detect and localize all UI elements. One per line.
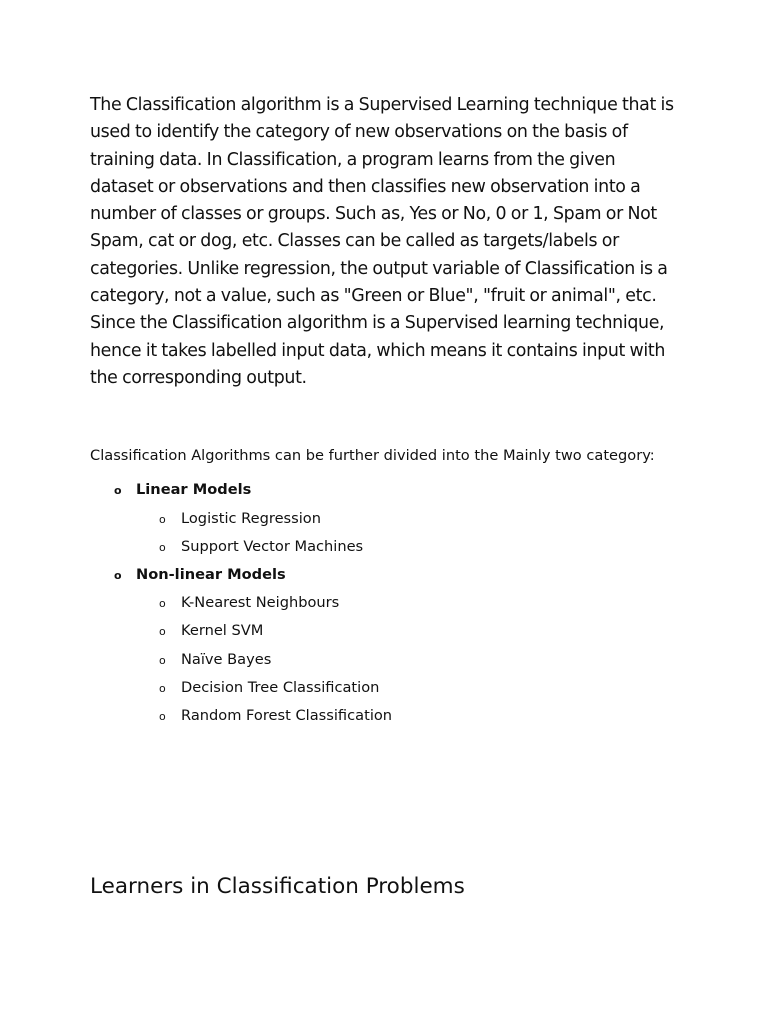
list-item [159, 509, 321, 529]
bullet-icon: o [159, 654, 166, 667]
category-non-linear-models [114, 565, 286, 585]
category-linear-models [114, 480, 252, 500]
list-item [159, 621, 264, 641]
category-label: Linear Models [136, 481, 252, 498]
bullet-icon: o [114, 484, 122, 497]
list-item [159, 650, 272, 670]
list-heading: Classification Algorithms can be further divided into the Mainly two category: [90, 447, 655, 464]
list-item-label: Decision Tree Classification [181, 679, 380, 696]
section-title: Learners in Classification Problems [90, 874, 465, 899]
list-item-label: Support Vector Machines [181, 538, 364, 555]
list-item [159, 706, 393, 726]
list-item-label: Naïve Bayes [181, 651, 272, 668]
list-item [159, 678, 380, 698]
bullet-icon: o [159, 710, 166, 723]
bullet-icon: o [159, 541, 166, 554]
list-item-label: K-Nearest Neighbours [181, 594, 340, 611]
bullet-icon: o [114, 569, 122, 582]
list-item-label: Random Forest Classification [181, 707, 393, 724]
bullet-icon: o [159, 625, 166, 638]
bullet-icon: o [159, 682, 166, 695]
intro-paragraph: The Classification algorithm is a Supervised Learning technique that is used to identify the category of new observations on the basis of training data. In Classification, a program learns from the given dataset or observations and then classifies new observation into a number of classes or groups. Such as, Yes or No, 0 or 1, Spam or Not Spam, cat or dog, etc. Classes can be called as targets/labels or categories. Unlike regression, the output variable of Classification is a category, not a value, such as "Green or Blue", "fruit or animal", etc. Since the Classification algorithm is a Supervised learning technique, hence it takes labelled input data, which means it contains input with the corresponding output. [90, 95, 674, 388]
list-item [159, 537, 364, 557]
bullet-icon: o [159, 597, 166, 610]
list-item [159, 593, 340, 613]
list-item-label: Logistic Regression [181, 510, 321, 527]
category-label: Non-linear Models [136, 566, 286, 583]
list-item-label: Kernel SVM [181, 622, 264, 639]
bullet-icon: o [159, 513, 166, 526]
